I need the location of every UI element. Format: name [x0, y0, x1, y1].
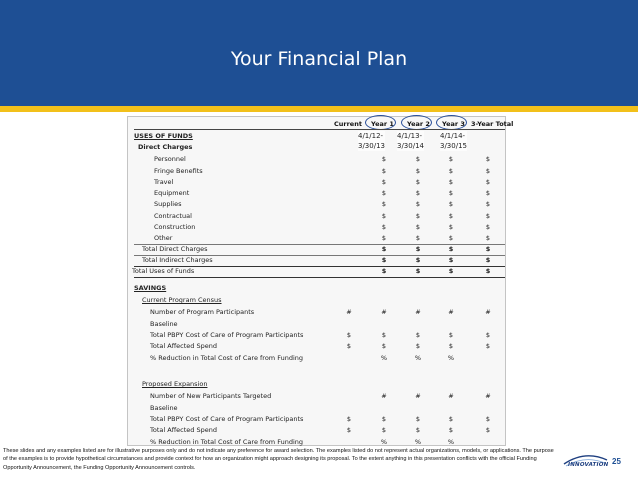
row-label: Baseline	[150, 320, 178, 328]
col-header-current: Current	[334, 120, 362, 128]
row-label: Total Indirect Charges	[142, 256, 213, 264]
table-cell: $	[485, 189, 491, 197]
table-cell: $	[448, 426, 454, 434]
table-cell: $	[415, 267, 421, 275]
row-label: Fringe Benefits	[154, 167, 203, 175]
table-row	[128, 233, 507, 244]
table-cell: %	[414, 438, 422, 446]
table-cell: $	[381, 331, 387, 339]
date-label-year-3-end: 3/30/15	[440, 142, 467, 150]
table-cell: $	[346, 342, 352, 350]
table-row	[128, 307, 507, 318]
table-cell: $	[448, 415, 454, 423]
table-row	[128, 391, 507, 402]
table-row	[128, 425, 507, 436]
table-cell: $	[448, 167, 454, 175]
table-cell: $	[485, 200, 491, 208]
page-number: 25	[612, 457, 621, 466]
table-cell: $	[485, 256, 491, 264]
financial-plan-table	[127, 116, 514, 446]
table-cell: $	[415, 256, 421, 264]
table-cell: #	[448, 392, 454, 400]
col-header-3-year-total: 3-Year Total	[471, 120, 514, 128]
table-cell: $	[448, 256, 454, 264]
table-row	[128, 244, 507, 255]
table-cell: $	[381, 426, 387, 434]
row-label: Contractual	[154, 212, 192, 220]
header-rule	[134, 129, 505, 130]
row-label: Number of Program Participants	[150, 308, 255, 316]
row-label: Travel	[154, 178, 174, 186]
table-cell: %	[380, 438, 388, 446]
row-label: Proposed Expansion	[142, 380, 208, 388]
row-label: Total Affected Spend	[150, 342, 217, 350]
table-cell: $	[415, 189, 421, 197]
table-cell: $	[381, 223, 387, 231]
row-label: Direct Charges	[138, 143, 193, 151]
table-cell: $	[346, 415, 352, 423]
table-cell: #	[346, 308, 352, 316]
table-row	[128, 166, 507, 177]
table-cell: $	[415, 234, 421, 242]
table-row	[128, 403, 507, 414]
year-2-highlight-oval	[401, 115, 432, 130]
table-cell: $	[485, 342, 491, 350]
table-row	[128, 222, 507, 233]
table-row	[128, 283, 507, 294]
table-cell: $	[448, 189, 454, 197]
table-cell: $	[485, 234, 491, 242]
row-label: Equipment	[154, 189, 190, 197]
table-cell: $	[485, 167, 491, 175]
row-label: Current Program Census	[142, 296, 222, 304]
table-row	[128, 319, 507, 330]
table-cell: $	[485, 426, 491, 434]
table-cell: $	[415, 415, 421, 423]
row-label: Personnel	[154, 155, 186, 163]
table-row	[128, 414, 507, 425]
table-cell: $	[485, 415, 491, 423]
col-header-year-1: Year 1	[371, 120, 394, 128]
table-cell: $	[415, 426, 421, 434]
header-accent-stripe	[0, 106, 638, 112]
table-cell: $	[346, 426, 352, 434]
table-row	[128, 188, 507, 199]
table-cell: $	[448, 200, 454, 208]
table-cell: $	[381, 189, 387, 197]
table-row	[128, 255, 507, 266]
table-cell: $	[381, 155, 387, 163]
date-label-year-2	[397, 131, 424, 151]
table-cell: #	[448, 308, 454, 316]
table-cell: $	[415, 342, 421, 350]
table-cell: $	[448, 267, 454, 275]
table-cell: $	[448, 245, 454, 253]
table-row	[128, 330, 507, 341]
table-cell: $	[381, 178, 387, 186]
row-label: Total Direct Charges	[142, 245, 208, 253]
table-cell: $	[381, 234, 387, 242]
table-cell: $	[485, 267, 491, 275]
table-cell: $	[415, 167, 421, 175]
table-cell: $	[485, 245, 491, 253]
table-cell: #	[415, 308, 421, 316]
table-cell: $	[381, 342, 387, 350]
table-cell: $	[485, 212, 491, 220]
table-cell: $	[381, 245, 387, 253]
table-cell: $	[485, 331, 491, 339]
row-label: Construction	[154, 223, 196, 231]
table-cell: %	[447, 438, 455, 446]
table-cell: #	[485, 308, 491, 316]
table-cell: $	[485, 223, 491, 231]
table-cell: $	[346, 331, 352, 339]
table-cell: $	[448, 234, 454, 242]
table-cell: $	[448, 342, 454, 350]
date-label-year-2-start: 4/1/13-	[397, 132, 423, 140]
table-row	[128, 353, 507, 364]
table-cell: $	[415, 212, 421, 220]
table-cell: $	[485, 155, 491, 163]
table-row	[128, 211, 507, 222]
table-cell: $	[415, 178, 421, 186]
table-cell: $	[415, 200, 421, 208]
date-label-year-3-start: 4/1/14-	[440, 132, 466, 140]
date-label-year-1	[358, 131, 385, 151]
table-cell: $	[448, 331, 454, 339]
row-label: USES OF FUNDS	[134, 132, 193, 140]
table-row	[128, 379, 507, 390]
row-label: Supplies	[154, 200, 182, 208]
year-1-highlight-oval	[365, 115, 396, 130]
date-label-year-1-end: 3/30/13	[358, 142, 385, 150]
row-divider	[134, 277, 505, 278]
table-row	[128, 177, 507, 188]
table-cell: $	[415, 155, 421, 163]
row-label: Total PBPY Cost of Care of Program Participants	[150, 415, 304, 423]
table-cell: $	[381, 415, 387, 423]
date-label-year-3	[440, 131, 467, 151]
row-label: Total PBPY Cost of Care of Program Participants	[150, 331, 304, 339]
table-cell: $	[448, 178, 454, 186]
row-label: SAVINGS	[134, 284, 167, 292]
table-cell: %	[447, 354, 455, 362]
table-cell: #	[381, 392, 387, 400]
year-3-highlight-oval	[436, 115, 467, 130]
table-row	[128, 199, 507, 210]
col-header-year-2: Year 2	[407, 120, 430, 128]
table-cell: $	[448, 223, 454, 231]
table-cell: $	[415, 245, 421, 253]
table-cell: %	[380, 354, 388, 362]
table-cell: $	[415, 331, 421, 339]
table-cell: $	[448, 212, 454, 220]
table-row	[128, 266, 507, 277]
table-row	[128, 154, 507, 165]
table-cell: $	[381, 200, 387, 208]
table-cell: $	[381, 212, 387, 220]
col-header-year-3: Year 3	[442, 120, 465, 128]
table-cell: #	[415, 392, 421, 400]
table-cell: $	[448, 155, 454, 163]
slide-title: Your Financial Plan	[230, 48, 408, 70]
row-label: % Reduction in Total Cost of Care from Funding	[150, 438, 303, 446]
row-label: Other	[154, 234, 173, 242]
table-cell: $	[381, 267, 387, 275]
table-cell: $	[381, 256, 387, 264]
row-label: % Reduction in Total Cost of Care from Funding	[150, 354, 303, 362]
row-label: Total Uses of Funds	[132, 267, 195, 275]
date-label-year-2-end: 3/30/14	[397, 142, 424, 150]
disclaimer-text: These slides and any examples listed are for illustrative purposes only and do not indicate any preference for award selection. The examples listed do not represent actual organizations, models, or applications. The purpose of the examples is to provide hypothetical circumstances and provide context for how an organization might approach designing its proposal. To the extent anything in this presentation conflicts with the official Funding Opportunity Announcement, the Funding Opportunity Announcement controls.	[3, 448, 554, 471]
row-label: Baseline	[150, 404, 178, 412]
table-cell: #	[485, 392, 491, 400]
table-cell: #	[381, 308, 387, 316]
table-row	[128, 341, 507, 352]
logo-text: INNOVATION	[568, 462, 609, 468]
table-cell: $	[415, 223, 421, 231]
date-label-year-1-start: 4/1/12-	[358, 132, 384, 140]
table-cell: %	[414, 354, 422, 362]
row-label: Total Affected Spend	[150, 426, 217, 434]
table-cell: $	[381, 167, 387, 175]
row-label: Number of New Participants Targeted	[150, 392, 272, 400]
table-row	[128, 295, 507, 306]
table-cell: $	[485, 178, 491, 186]
